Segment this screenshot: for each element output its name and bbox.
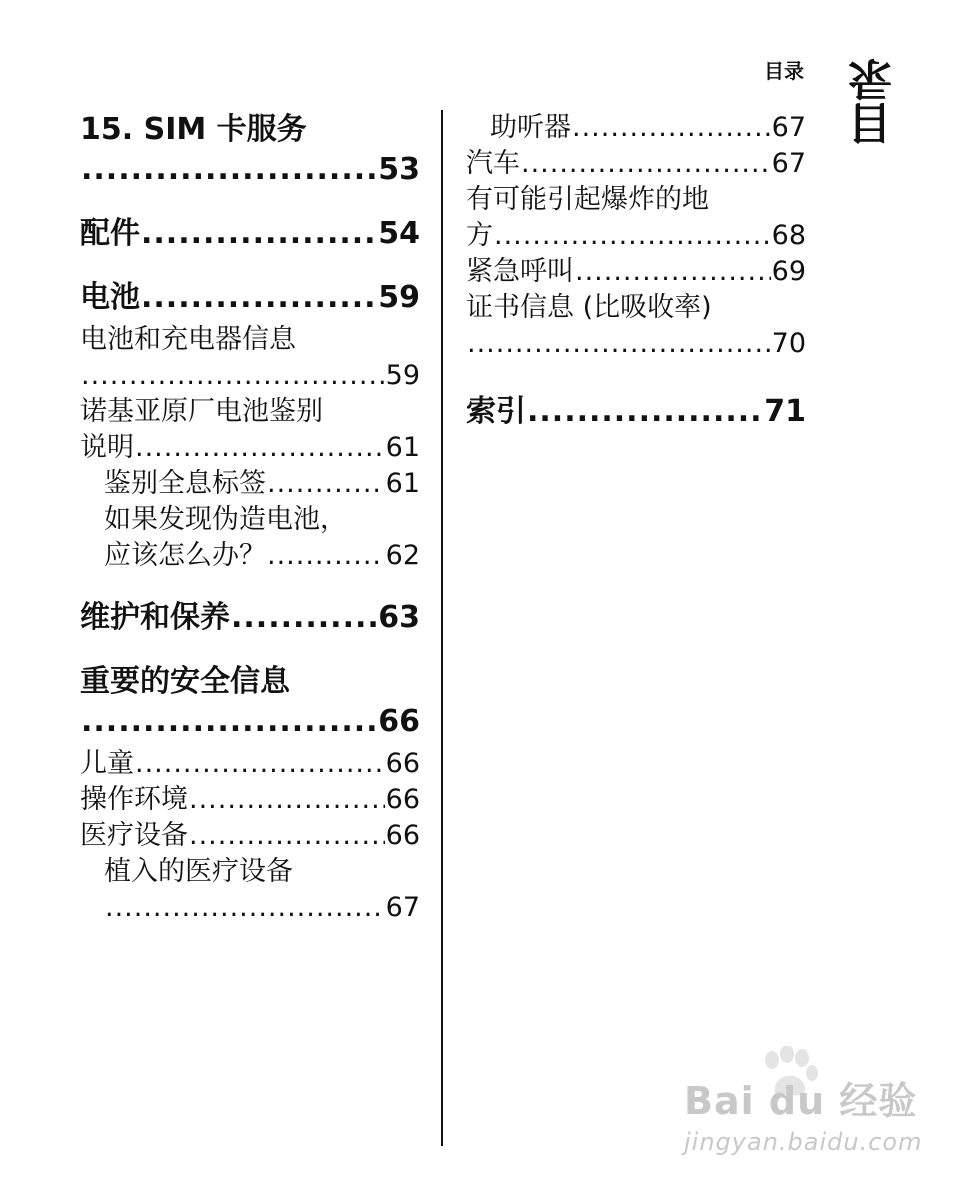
dot-leader [105,890,385,926]
toc-entry-sim-service[interactable] [80,110,420,190]
toc-entry-implanted-medical-devices[interactable] [80,854,420,926]
dot-leader [81,150,377,190]
toc-page-number: 66 [385,748,420,779]
toc-entry-title: 配件 [80,216,140,251]
toc-entry-line [80,430,420,466]
toc-entry-leader-line [80,150,420,190]
toc-page-number: 67 [385,892,420,923]
toc-entry-accessories[interactable] [80,214,420,254]
toc-entry-certification-info[interactable] [466,290,806,362]
toc-entry-title: 医疗设备 [80,820,188,851]
dot-leader [467,326,771,362]
toc-entry-title-line-1: 有可能引起爆炸的地 [466,184,709,215]
toc-entry-line [466,146,806,182]
toc-entry-title-line-1: 诺基亚原厂电池鉴别 [80,396,323,427]
toc-entry-title: 汽车 [466,148,520,179]
toc-entry-title: 鉴别全息标签 [104,468,266,499]
toc-entry-title-line-1: 如果发现伪造电池， [104,504,347,535]
toc-page-number: 53 [378,152,420,187]
toc-entry-line [80,214,420,254]
toc-page-number: 59 [385,360,420,391]
toc-entry-battery-charger-info[interactable] [80,322,420,394]
toc-page-number: 62 [385,540,420,571]
toc-page-number: 67 [771,112,806,143]
side-tab: 目录 [849,58,900,146]
dot-leader [81,358,385,394]
dot-leader [231,598,377,638]
toc-entry-title: 电池 [80,280,140,315]
dot-leader [267,466,385,502]
toc-entry-line [104,538,420,574]
toc-entry-line [104,466,420,502]
toc-entry-title: 维护和保养 [80,600,230,635]
toc-entry-title: 植入的医疗设备 [104,856,293,887]
toc-entry-leader-line [80,702,420,742]
toc-entry-title-line-2: 说明 [80,432,134,463]
dot-leader [575,254,771,290]
toc-entry-battery[interactable] [80,278,420,318]
toc-entry-care-maintenance[interactable] [80,598,420,638]
toc-entry-line [80,818,420,854]
toc-entry-leader-line [104,890,420,926]
left-toc-column [80,110,420,926]
toc-entry-leader-line [466,326,806,362]
toc-entry-leader-line [80,358,420,394]
toc-entry-title: 电池和充电器信息 [80,324,296,355]
toc-page-number: 66 [378,704,420,739]
toc-entry-title: 操作环境 [80,784,188,815]
toc-entry-nokia-battery-authentication[interactable] [80,394,420,466]
toc-page-number: 54 [378,216,420,251]
toc-page-number: 70 [771,328,806,359]
dot-leader [267,538,385,574]
toc-entry-children[interactable] [80,746,420,782]
toc-entry-title: 紧急呼叫 [466,256,574,287]
toc-entry-title: 证书信息 (比吸收率) [466,292,712,323]
toc-entry-title: 索引 [466,394,526,429]
toc-entry-title: 重要的安全信息 [80,664,290,699]
watermark-logo-text: Bai du 经验 [684,1079,918,1123]
toc-entry-line [466,218,806,254]
toc-entry-operating-environment[interactable] [80,782,420,818]
toc-entry-line [490,110,806,146]
toc-page-number: 59 [378,280,420,315]
dot-leader [141,214,377,254]
toc-entry-counterfeit-battery[interactable] [80,502,420,574]
dot-leader [135,746,385,782]
toc-entry-line [80,782,420,818]
right-toc-column [466,110,806,456]
toc-entry-explosive-environments[interactable] [466,182,806,254]
toc-entry-line [80,278,420,318]
watermark-url: jingyan.baidu.com [684,1128,923,1156]
toc-entry-title: 助听器 [490,112,571,143]
toc-entry-line [80,598,420,638]
toc-entry-vehicles[interactable] [466,146,806,182]
dot-leader [527,392,763,432]
toc-page-number: 63 [378,600,420,635]
dot-leader [135,430,385,466]
toc-page-number: 66 [385,820,420,851]
toc-page-number: 71 [764,394,806,429]
dot-leader [81,702,377,742]
toc-page-number: 61 [385,432,420,463]
dot-leader [141,278,377,318]
baidu-jingyan-watermark [684,1046,923,1164]
toc-entry-line [466,392,806,432]
dot-leader [572,110,771,146]
toc-entry-title-line-2: 方 [466,220,493,251]
toc-entry-medical-devices[interactable] [80,818,420,854]
dot-leader [521,146,771,182]
toc-entry-line [466,254,806,290]
toc-entry-title: 儿童 [80,748,134,779]
toc-page-number: 61 [385,468,420,499]
toc-entry-line [80,746,420,782]
toc-page-number: 68 [771,220,806,251]
dot-leader [189,782,385,818]
column-divider [441,110,443,1146]
toc-entry-safety-info[interactable] [80,662,420,742]
toc-entry-hologram-label[interactable] [80,466,420,502]
dot-leader [189,818,385,854]
toc-entry-hearing-aids[interactable] [466,110,806,146]
dot-leader [494,218,771,254]
toc-page-number: 67 [771,148,806,179]
toc-page-number: 66 [385,784,420,815]
toc-entry-index[interactable] [466,392,806,432]
toc-entry-title: 15. SIM 卡服务 [80,112,307,147]
toc-page-number: 69 [771,256,806,287]
toc-entry-title-line-2: 应该怎么办？ [104,540,266,571]
toc-entry-emergency-calls[interactable] [466,254,806,290]
running-head: 目录 [764,59,804,83]
